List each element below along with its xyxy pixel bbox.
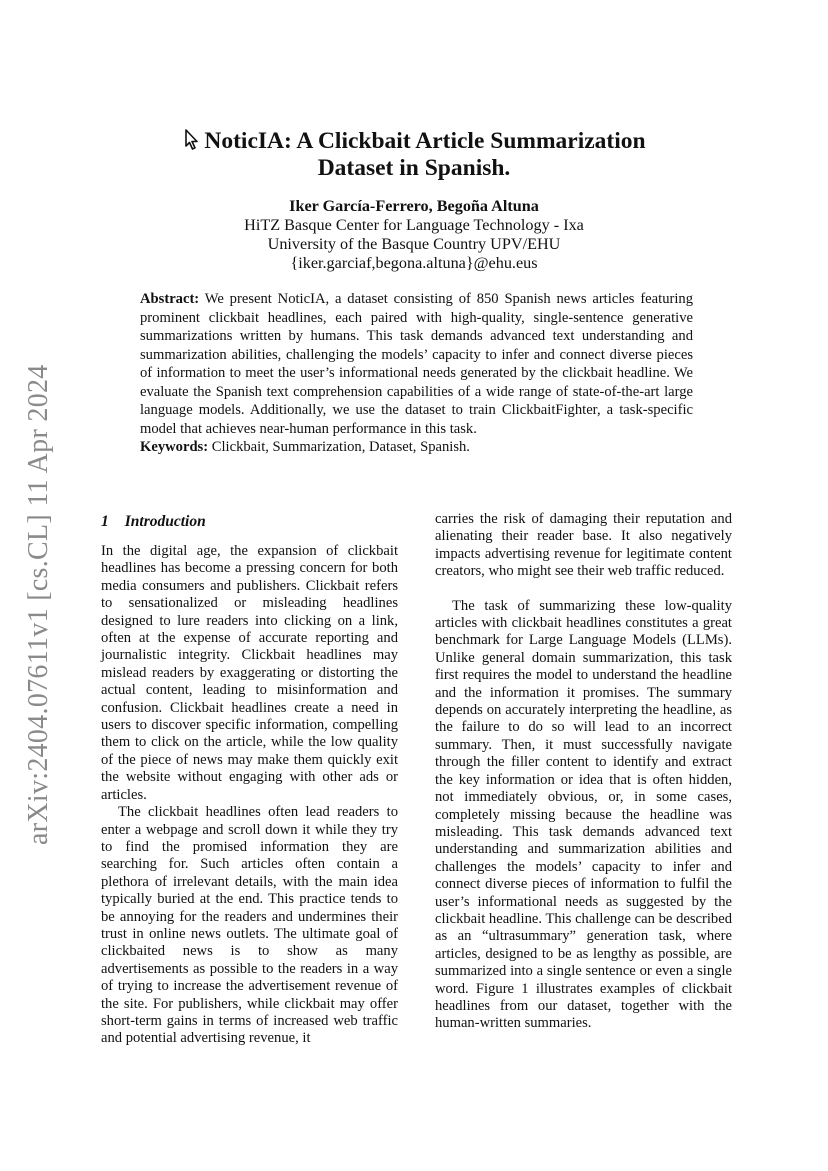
section-heading <box>101 513 398 531</box>
title-line-1: NoticIA: A Clickbait Article Summarization <box>204 128 646 154</box>
abstract <box>140 290 693 457</box>
abstract-text: We present NoticIA, a dataset consisting of 850 Spanish news articles featuring prominent clickbait headlines, each paired with high-quality, single-sentence generative summarizations written by humans. This task demands advanced text understanding and summarization abilities, challenging the models’ capacity to infer and connect diverse pieces of information to meet the user’s informational needs generated by the clickbait headline. We evaluate the Spanish text comprehension capabilities of a wide range of state-of-the-art large language models. Additionally, we use the dataset to train ClickbaitFighter, a task-specific model that achieves near-human performance in this task. <box>140 291 693 437</box>
right-column <box>435 511 732 1033</box>
keywords-text: Clickbait, Summarization, Dataset, Spanish. <box>208 439 470 455</box>
arxiv-identifier: arXiv:2404.07611v1 [cs.CL] 11 Apr 2024 <box>23 364 54 845</box>
affiliation-1: HiTZ Basque Center for Language Technology - Ixa <box>244 216 584 234</box>
section-title: Introduction <box>124 513 206 530</box>
paragraph-2: The clickbait headlines often lead readers to enter a webpage and scroll down it while they try to find the promised information they are searching for. Such articles often contain a plethora of irrelevant details, with the main idea typically buried at the end. This practice tends to be annoying for the readers and undermines their trust in online news outlets. The ultimate goal of clickbaited news is to show as many advertisements as possible to the readers in a way of trying to increase the advertisement revenue of the site. For publishers, while clickbait may offer short-term gains in terms of increased web traffic and potential advertising revenue, it <box>101 804 398 1047</box>
section-number: 1 <box>101 513 109 530</box>
affiliation-2: University of the Basque Country UPV/EHU <box>267 235 561 253</box>
author-names: Iker García-Ferrero, Begoña Altuna <box>289 197 539 215</box>
cursor-pointer-icon <box>182 129 201 151</box>
paragraph-1: In the digital age, the expansion of clickbait headlines has become a pressing concern for both media consumers and publishers. Clickbait refers to sensationalized or misleading headlines designed to lure readers into clicking on a link, often at the expense of accurate reporting and journalistic integrity. Clickbait headlines may mislead readers by exaggerating or distorting the actual content, leading to misinformation and confusion. Clickbait headlines create a need in users to discover specific information, compelling them to click on the article, while the low quality of the piece of news may make them quickly exit the website without engaging with other ads or articles. <box>101 543 398 803</box>
author-emails: {iker.garciaf,begona.altuna}@ehu.eus <box>290 254 538 272</box>
abstract-label: Abstract: <box>140 291 200 307</box>
keywords-label: Keywords: <box>140 439 209 455</box>
author-block <box>100 197 728 273</box>
left-column <box>101 511 398 1048</box>
title-line-2: Dataset in Spanish. <box>317 155 511 181</box>
paragraph-3: carries the risk of damaging their reputation and alienating their reader base. It also negatively impacts advertising revenue for legitimate content creators, who might see their web traffic reduced. <box>435 511 732 580</box>
paragraph-4: The task of summarizing these low-quality articles with clickbait headlines constitutes a great benchmark for Large Language Models (LLMs). Unlike general domain summarization, this task first requires the model to understand the headline and the information it promises. The summary depends on accurately interpreting the headline, as the failure to do so will lead to an incorrect summary. Then, it must successfully navigate through the filler content to identify and extract the key information or idea that is often hidden, not immediately obvious, or, in some cases, completely missing because the headline was misleading. This task demands advanced text understanding and summarization abilities and challenges the models’ capacity to infer and connect diverse pieces of information to fulfil the user’s informational needs as suggested by the clickbait headline. This challenge can be described as an “ultrasummary” generation task, where articles, designed to be as lengthy as possible, are summarized into a single sentence or even a single word. Figure 1 illustrates examples of clickbait headlines from our dataset, together with the human-written summaries. <box>435 597 732 1032</box>
paper-title <box>100 128 728 182</box>
